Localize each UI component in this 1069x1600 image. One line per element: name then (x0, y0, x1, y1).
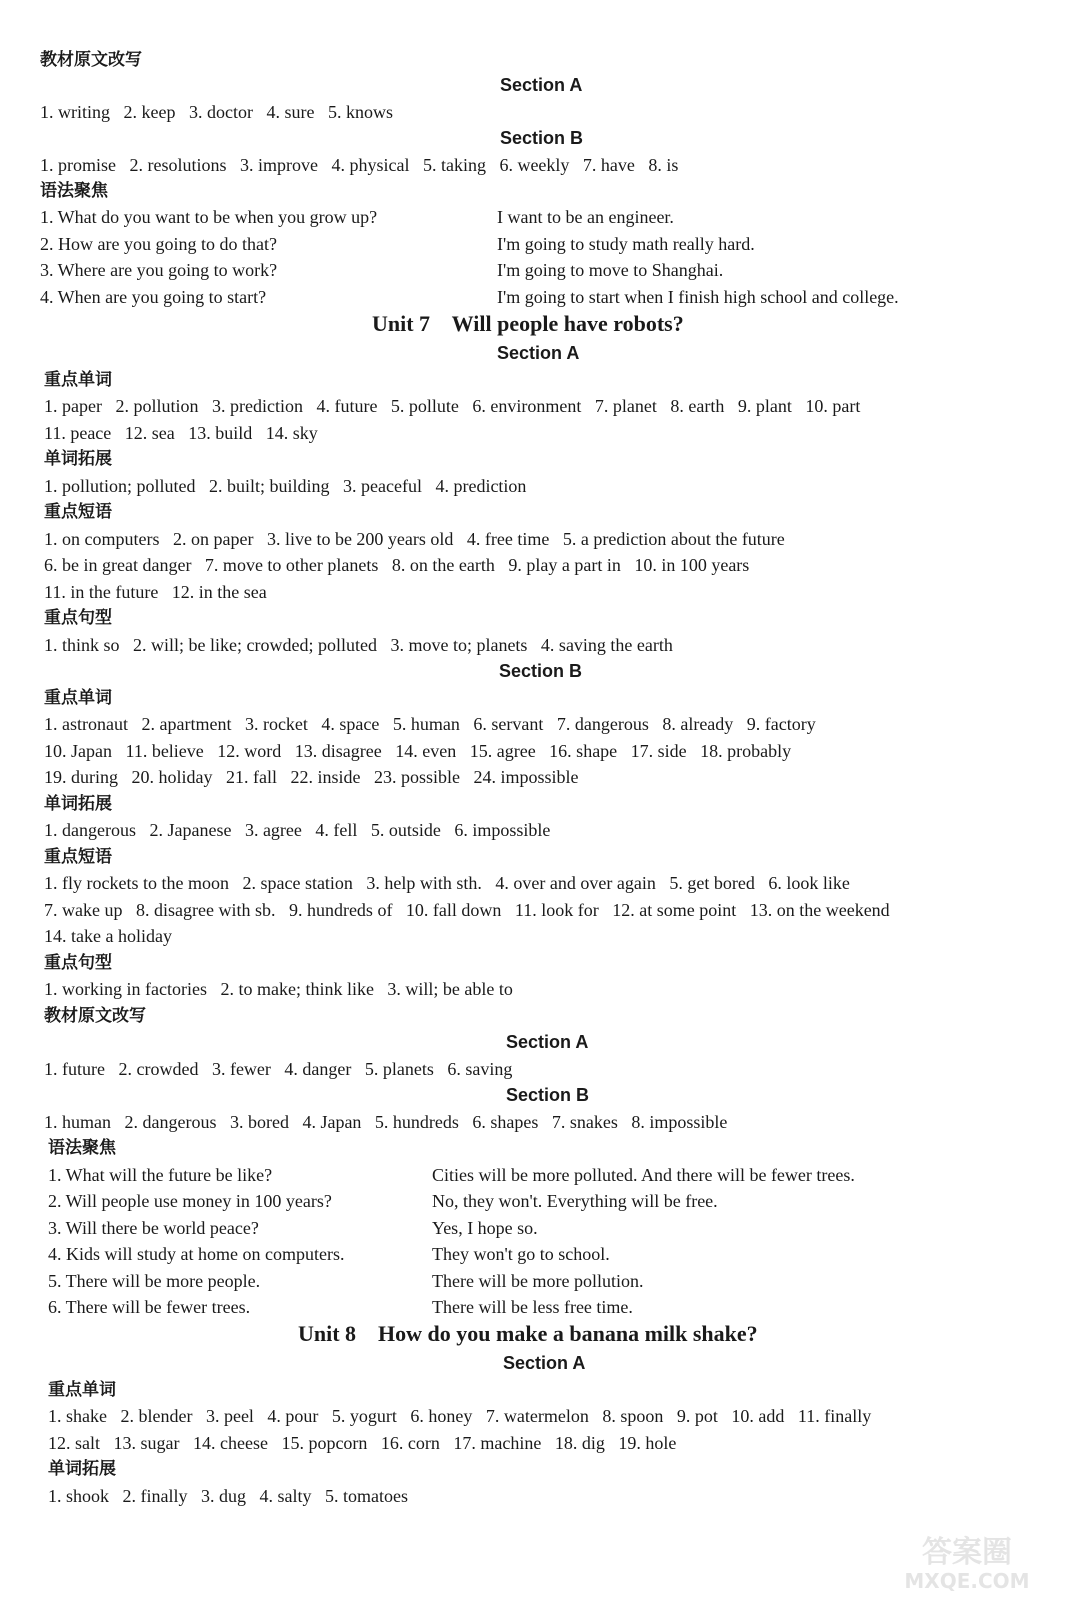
grammar-answer: No, they won't. Everything will be free. (432, 1191, 718, 1211)
heading-label: 重点短语 (44, 847, 112, 867)
answer-line: 1. paper 2. pollution 3. prediction 4. future 5. pollute 6. environment 7. planet 8. earth 9. plant 10. part (44, 396, 861, 416)
section-heading: Section B (506, 1085, 590, 1105)
answer-line: 1. dangerous 2. Japanese 3. agree 4. fell 5. outside 6. impossible (44, 820, 551, 840)
heading-label: 单词拓展 (44, 794, 112, 814)
answer-line: 14. take a holiday (44, 926, 172, 946)
answer-line: 7. wake up 8. disagree with sb. 9. hundreds of 10. fall down 11. look for 12. at some point 13. on the weekend (44, 900, 890, 920)
watermark-url: MXQE.COM (904, 1569, 1030, 1593)
answer-line: 1. think so 2. will; be like; crowded; polluted 3. move to; planets 4. saving the earth (44, 635, 673, 655)
answer-line: 1. promise 2. resolutions 3. improve 4. physical 5. taking 6. weekly 7. have 8. is (40, 155, 679, 175)
answer-line: 1. future 2. crowded 3. fewer 4. danger 5. planets 6. saving (44, 1059, 513, 1079)
unit-title: Unit 7 Will people have robots? (372, 311, 684, 336)
grammar-question: 4. Kids will study at home on computers. (48, 1244, 345, 1264)
heading-label: 重点短语 (44, 502, 112, 522)
answer-line: 11. peace 12. sea 13. build 14. sky (44, 423, 318, 443)
answer-line: 10. Japan 11. believe 12. word 13. disagree 14. even 15. agree 16. shape 17. side 18. probably (44, 741, 792, 761)
section-heading: Section A (500, 75, 583, 95)
answer-line: 1. pollution; polluted 2. built; building 3. peaceful 4. prediction (44, 476, 527, 496)
grammar-question: 3. Will there be world peace? (48, 1218, 259, 1238)
answer-line: 1. human 2. dangerous 3. bored 4. Japan 5. hundreds 6. shapes 7. snakes 8. impossible (44, 1112, 728, 1132)
grammar-answer: Yes, I hope so. (432, 1218, 538, 1238)
section-heading: Section A (503, 1353, 586, 1373)
heading-label: 单词拓展 (44, 449, 112, 469)
grammar-answer: I want to be an engineer. (497, 207, 674, 227)
answer-line: 1. shook 2. finally 3. dug 4. salty 5. tomatoes (48, 1486, 408, 1506)
answer-line: 1. working in factories 2. to make; think like 3. will; be able to (44, 979, 513, 999)
grammar-answer: There will be more pollution. (432, 1271, 644, 1291)
heading-label: 教材原文改写 (40, 50, 142, 70)
heading-label: 重点单词 (44, 688, 112, 708)
watermark-logo (880, 1528, 1055, 1594)
unit-title: Unit 8 How do you make a banana milk shake? (298, 1321, 758, 1346)
section-heading: Section A (506, 1032, 589, 1052)
grammar-question: 3. Where are you going to work? (40, 260, 278, 280)
answer-line: 6. be in great danger 7. move to other planets 8. on the earth 9. play a part in 10. in 100 years (44, 555, 750, 575)
heading-label: 重点句型 (44, 608, 112, 628)
heading-label: 重点单词 (48, 1380, 116, 1400)
grammar-question: 4. When are you going to start? (40, 287, 267, 307)
grammar-question: 1. What do you want to be when you grow up? (40, 207, 378, 227)
answer-line: 12. salt 13. sugar 14. cheese 15. popcorn 16. corn 17. machine 18. dig 19. hole (48, 1433, 677, 1453)
heading-label: 语法聚焦 (48, 1138, 116, 1158)
heading-label: 单词拓展 (48, 1459, 116, 1479)
section-heading: Section B (500, 128, 584, 148)
grammar-answer: There will be less free time. (432, 1297, 633, 1317)
grammar-question: 5. There will be more people. (48, 1271, 261, 1291)
grammar-question: 6. There will be fewer trees. (48, 1297, 251, 1317)
section-heading: Section B (499, 661, 583, 681)
answer-line: 11. in the future 12. in the sea (44, 582, 267, 602)
grammar-answer: Cities will be more polluted. And there will be fewer trees. (432, 1165, 855, 1185)
heading-label: 语法聚焦 (40, 181, 108, 201)
grammar-answer: I'm going to move to Shanghai. (497, 260, 724, 280)
answer-line: 1. writing 2. keep 3. doctor 4. sure 5. knows (40, 102, 393, 122)
heading-label: 重点单词 (44, 370, 112, 390)
grammar-question: 2. How are you going to do that? (40, 234, 277, 254)
answer-line: 19. during 20. holiday 21. fall 22. inside 23. possible 24. impossible (44, 767, 579, 787)
heading-label: 教材原文改写 (44, 1006, 146, 1026)
answer-line: 1. astronaut 2. apartment 3. rocket 4. space 5. human 6. servant 7. dangerous 8. already 9. factory (44, 714, 816, 734)
watermark-title: 答案圈 (922, 1535, 1012, 1570)
answer-line: 1. shake 2. blender 3. peel 4. pour 5. yogurt 6. honey 7. watermelon 8. spoon 9. pot 10. add 11. finally (48, 1406, 872, 1426)
section-heading: Section A (497, 343, 580, 363)
heading-label: 重点句型 (44, 953, 112, 973)
answer-line: 1. on computers 2. on paper 3. live to be 200 years old 4. free time 5. a prediction about the future (44, 529, 785, 549)
grammar-answer: I'm going to study math really hard. (497, 234, 755, 254)
answer-line: 1. fly rockets to the moon 2. space station 3. help with sth. 4. over and over again 5. get bored 6. look like (44, 873, 850, 893)
grammar-question: 2. Will people use money in 100 years? (48, 1191, 332, 1211)
grammar-question: 1. What will the future be like? (48, 1165, 273, 1185)
grammar-answer: I'm going to start when I finish high school and college. (497, 287, 899, 307)
grammar-answer: They won't go to school. (432, 1244, 610, 1264)
